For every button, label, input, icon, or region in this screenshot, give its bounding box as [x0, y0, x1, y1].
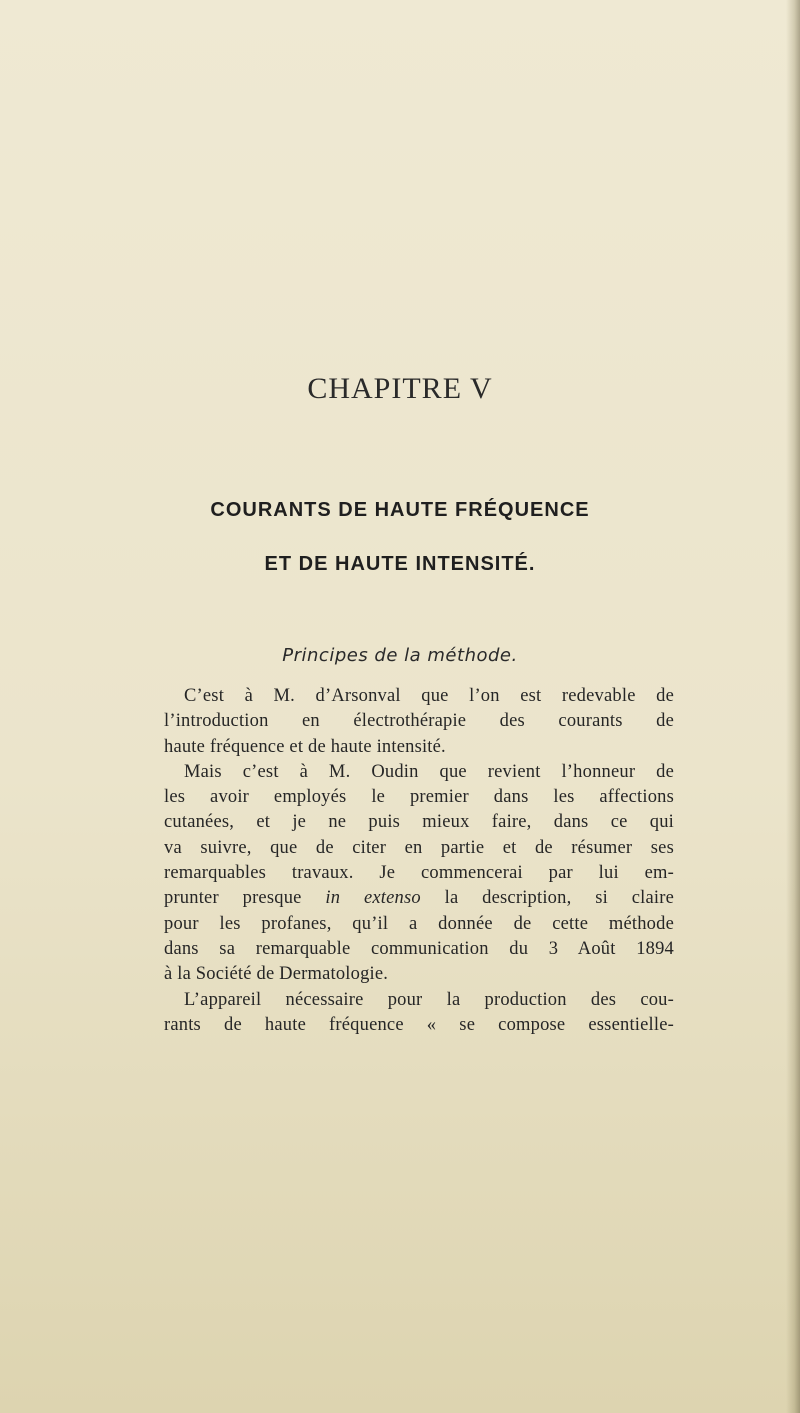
body-text [164, 684, 674, 1038]
body-line: rants de haute fréquence « se compose essentielle- [164, 1014, 674, 1035]
section-title-line-1: COURANTS DE HAUTE FRÉQUENCE [210, 499, 590, 521]
body-line: prunter presque in extenso la description, si claire [164, 888, 674, 909]
subsection-heading: Principes de la méthode. [282, 645, 518, 666]
body-line: remarquables travaux. Je commencerai par lui em- [164, 863, 674, 884]
body-line: va suivre, que de citer en partie et de résumer ses [164, 837, 674, 858]
body-line: L’appareil nécessaire pour la production des cou- [184, 989, 674, 1010]
section-title-line-2: ET DE HAUTE INTENSITÉ. [264, 553, 536, 575]
body-line: C’est à M. d’Arsonval que l’on est redevable de [184, 686, 674, 706]
body-line: pour les profanes, qu’il a donnée de cette méthode [164, 913, 674, 934]
body-line: dans sa remarquable communication du 3 Août 1894 [164, 938, 674, 959]
body-line: les avoir employés le premier dans les affections [164, 787, 674, 808]
body-line: haute fréquence et de haute intensité. [164, 736, 446, 757]
chapter-heading: CHAPITRE V [307, 372, 493, 405]
page-edge-shadow [786, 0, 800, 1413]
latin-phrase: in extenso [325, 888, 421, 909]
body-line: à la Société de Dermatologie. [164, 964, 389, 985]
body-line: Mais c’est à M. Oudin que revient l’honneur de [184, 761, 674, 782]
body-line: l’introduction en électrothérapie des courants de [164, 711, 674, 732]
body-line: cutanées, et je ne puis mieux faire, dans ce qui [164, 812, 674, 833]
